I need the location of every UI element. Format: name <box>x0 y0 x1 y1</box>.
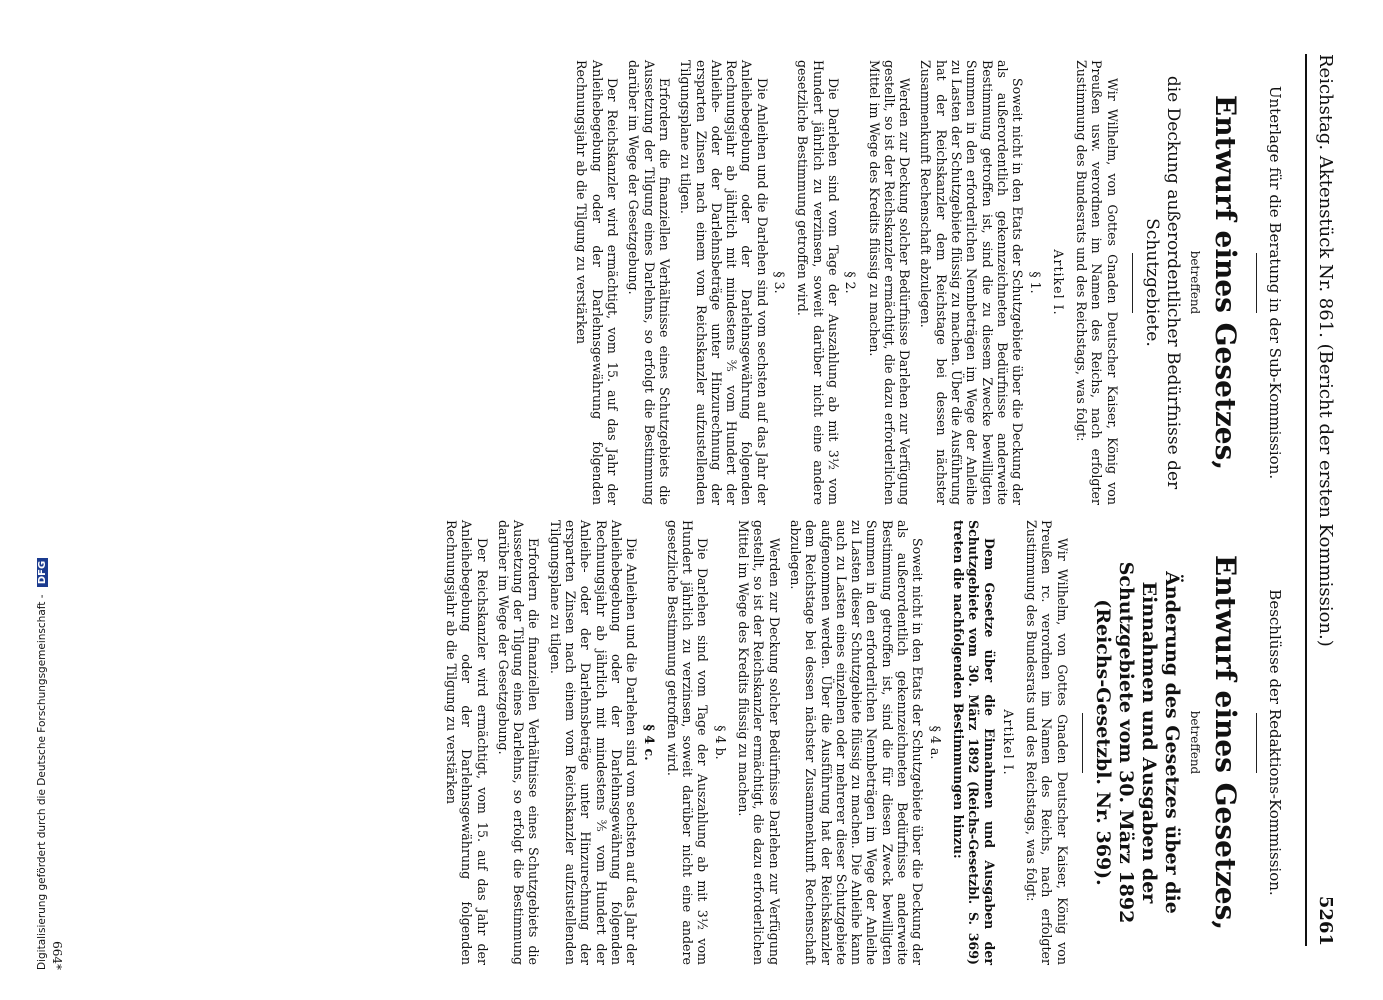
right-section-4b-text: Die Darlehen sind vom Tage der Auszahlung ab mit 3½ vom Hundert jährlich zu verzinsen, soweit darüber nicht eine andere gesetzliche Bestimmung getroffen wird. <box>664 520 711 965</box>
right-section-4c-text: Die Anleihen und die Darlehen sind vom sechsten auf das Jahr der Anleihebegebung oder der Darlehnsgewährung folgenden Rechnungsjahr ab jährlich mit mindestens ⅗ vom Hundert der Anleihe- oder der Darlehnsbeträge unter Hinzurechnung der ersparten Zinsen nach einem vom Reichskanzler aufzustellenden Tilgungsplane zu tilgen. <box>547 520 640 965</box>
page-header <box>1307 40 1343 960</box>
right-section-4c-text-3: Der Reichskanzler wird ermächtigt, vom 15. auf das Jahr der Anleihebegebung oder der Darlehnsgewährung folgenden Rechnungsjahr ab die Tilgung zu verstärken <box>444 520 490 965</box>
right-section-4a-text: Soweit nicht in den Etats der Schutzgebiete über die Deckung der als außerordentlich gekennzeichneten Bedürfnisse anderweite Bestimmung getroffen ist, sind die für diesen Zweck bewilligten Summen in den erforderlichen Nennbeträgen im Wege der Anleihe zu Lasten dieser Schutzgebiete flüssig zu machen. Die Anleihe kann auch zu Lasten eines einzelnen oder mehrerer dieser Schutzgebiete aufgenommen werden. Über die Ausführung hat der Reichskanzler dem Reichstage bei dessen nächster Zusammenkunft Rechenschaft abzulegen. <box>787 520 926 965</box>
left-section-2-text: Die Darlehen sind vom Tage der Auszahlung ab mit 3½ vom Hundert jährlich zu verzinsen, soweit darüber nicht eine andere gesetzliche Bestimmung getroffen wird. <box>795 60 841 505</box>
digitization-credit <box>36 558 48 970</box>
right-section-4a-text-2: Werden zur Deckung solcher Bedürfnisse Darlehen zur Verfügung gestellt, so ist der Reichskanzler ermächtigt, die dazu erforderlichen Mittel im Wege des Kredits flüssig zu machen. <box>736 520 782 965</box>
header-title: Reichstag. Aktenstück Nr. 861. (Bericht der ersten Kommission.) <box>1315 54 1336 647</box>
divider <box>1256 253 1257 313</box>
left-section-1-text-2: Werden zur Deckung solcher Bedürfnisse Darlehen zur Verfügung gestellt, so ist der Reichskanzler ermächtigt, die dazu erforderlichen Mittel im Wege des Kredits flüssig zu machen. <box>866 60 913 505</box>
left-intro: Wir Wilhelm, von Gottes Gnaden Deutscher Kaiser, König von Preußen usw. verordnen im Namen des Reichs, nach erfolgter Zustimmung des Bundesrats und des Reichstags, was folgt: <box>1074 60 1120 505</box>
page-number: 5261 <box>1315 895 1336 946</box>
divider <box>1082 713 1083 773</box>
left-column <box>45 60 1295 505</box>
right-article: Artikel I. <box>1000 709 1016 776</box>
left-subtitle: die Deckung außerordentlicher Bedürfnisse der Schutzgebiete. <box>1141 75 1183 490</box>
left-column-heading: Unterlage für die Beratung in der Sub-Kommission. <box>1266 85 1284 480</box>
left-section-3-text-2: Erfordern die finanziellen Verhältnisse eines Schutzgebiets die Aussetzung der Tilgung eines Darlehns, so erfolgt die Bestimmung darüber im Wege der Gesetzgebung. <box>626 60 672 505</box>
right-betreffend: betreffend <box>1188 710 1202 775</box>
right-section-4b-heading: § 4 b. <box>712 725 728 760</box>
header-rule <box>1305 54 1307 946</box>
left-section-2-heading: § 2. <box>843 271 859 294</box>
left-draft-title: Entwurf eines Gesetzes, <box>1209 94 1242 471</box>
left-betreffend: betreffend <box>1188 250 1202 315</box>
right-section-4a-heading: § 4 a. <box>927 725 943 760</box>
dfg-logo-icon: DFG <box>37 558 48 587</box>
left-article: Artikel I. <box>1050 249 1066 316</box>
right-intro: Wir Wilhelm, von Gottes Gnaden Deutscher Kaiser, König von Preußen rc. verordnen im Namen des Reichs, nach erfolgter Zustimmung des Bundesrats und des Reichstags, was folgt: <box>1024 520 1070 965</box>
right-section-4c-heading: § 4 c. <box>641 724 657 761</box>
digitization-note: Digitalisierung gefördert durch die Deutsche Forschungsgemeinschaft - <box>36 594 48 970</box>
right-article-text: Dem Gesetze über die Einnahmen und Ausgaben der Schutzgebiete vom 30. März 1892 (Reichs-Gesetzbl. S. 369) treten die nachfolgenden Bestimmungen hinzu: <box>950 520 997 965</box>
left-section-3-heading: § 3. <box>772 271 788 294</box>
divider <box>1256 713 1257 773</box>
right-subtitle: Änderung des Gesetzes über die Einnahmen und Ausgaben der Schutzgebiete vom 30. März 1892 (Reichs-Gesetzbl. Nr. 369). <box>1091 561 1183 924</box>
left-section-3-text: Die Anleihen und die Darlehen sind vom sechsten auf das Jahr der Anleihebegebung oder der Darlehnsgewährung folgenden Rechnungsjahr ab jährlich mit mindestens ⅗ vom Hundert der Anleihe- oder der Darlehnsbeträge unter Hinzurechnung der ersparten Zinsen nach einem vom Reichskanzler aufzustellenden Tilgungsplane zu tilgen. <box>678 60 770 505</box>
right-column-heading: Beschlüsse der Redaktions-Kommission. <box>1266 589 1284 896</box>
right-draft-title: Entwurf eines Gesetzes, <box>1209 554 1242 931</box>
page-footnote: 664* <box>50 941 64 970</box>
left-section-3-text-3: Der Reichskanzler wird ermächtigt, vom 15. auf das Jahr der Anleihebegebung oder der Darlehnsgewährung folgenden Rechnungsjahr ab die Tilgung zu verstärken <box>574 60 621 505</box>
left-section-1-text: Soweit nicht in den Etats der Schutzgebiete über die Deckung der als außerordentlich gekennzeichneten Bedürfnisse anderweite Bestimmung getroffen ist, sind die zu diesem Zwecke bewilligten Summen in den erforderlichen Nennbeträgen im Wege der Anleihe zu Lasten der Schutzgebiete flüssig zu machen. Über die Ausführung hat der Reichskanzler dem Reichstage bei dessen nächster Zusammenkunft Rechenschaft abzulegen. <box>918 60 1026 505</box>
divider <box>1132 253 1133 313</box>
right-column <box>45 520 1295 965</box>
left-section-1-heading: § 1. <box>1027 271 1043 294</box>
right-section-4c-text-2: Erfordern die finanziellen Verhältnisse eines Schutzgebiets die Aussetzung der Tilgung eines Darlehns, so erfolgt die Bestimmung darüber im Wege der Gesetzgebung. <box>495 520 542 965</box>
